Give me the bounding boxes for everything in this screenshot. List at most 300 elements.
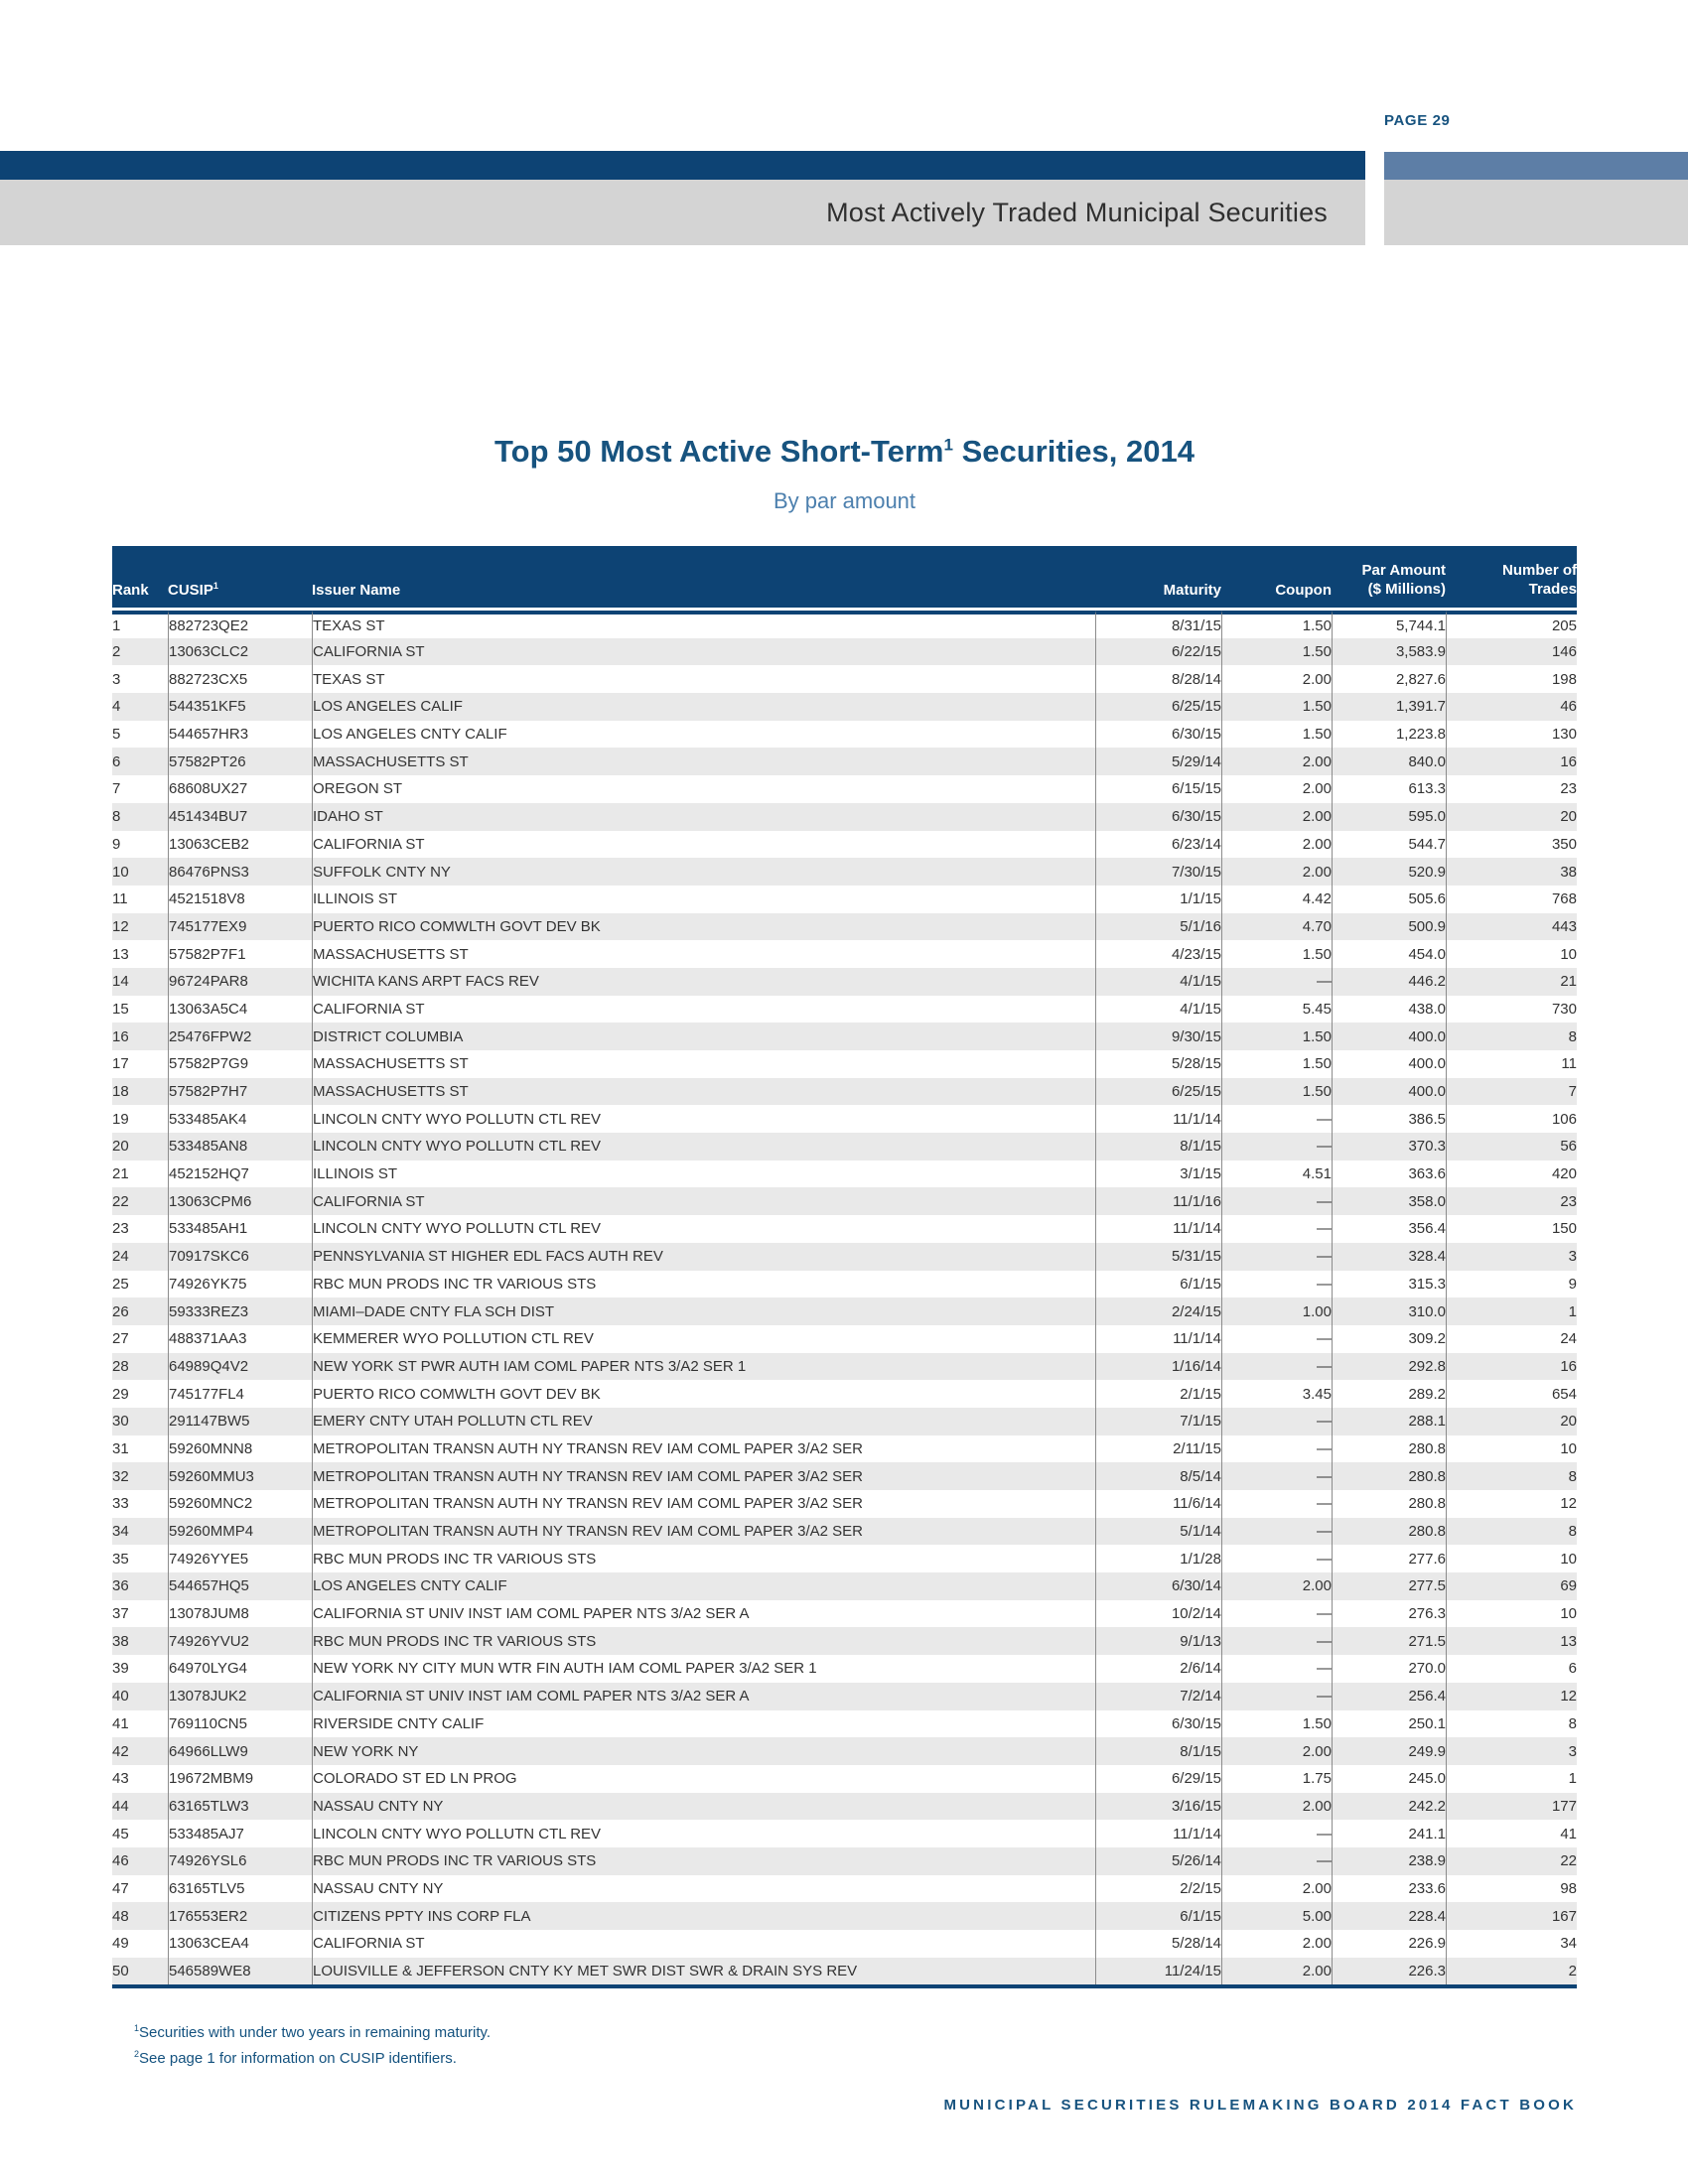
cell-cusip: 74926YVU2 [168, 1627, 312, 1655]
cell-cusip: 68608UX27 [168, 775, 312, 803]
cell-par-amount: 233.6 [1332, 1875, 1446, 1903]
cell-rank: 44 [112, 1797, 129, 1815]
cell-rank: 18 [112, 1083, 129, 1101]
cell-cusip: 13063CEB2 [168, 831, 312, 859]
cell-rank: 11 [112, 890, 128, 908]
cell-rank: 35 [112, 1550, 129, 1568]
cell-maturity: 2/6/14 [1095, 1655, 1221, 1683]
cell-number-of-trades: 768 [1446, 886, 1577, 913]
cell-par-amount: 228.4 [1332, 1902, 1446, 1930]
cell-maturity: 1/16/14 [1095, 1353, 1221, 1381]
cell-cusip: 546589WE8 [168, 1958, 312, 1985]
cell-issuer-name: PUERTO RICO COMWLTH GOVT DEV BK [312, 913, 1095, 941]
cell-par-amount: 270.0 [1332, 1655, 1446, 1683]
table-row [112, 1902, 1577, 1930]
cell-cusip: 64966LLW9 [168, 1737, 312, 1765]
cell-maturity: 5/1/16 [1095, 913, 1221, 941]
cell-issuer-name: ILLINOIS ST [312, 886, 1095, 913]
cell-par-amount: 292.8 [1332, 1353, 1446, 1381]
table-row [112, 1023, 1577, 1050]
cell-coupon: 2.00 [1221, 831, 1332, 859]
cell-par-amount: 840.0 [1332, 748, 1446, 775]
cell-number-of-trades: 146 [1446, 638, 1577, 666]
cell-par-amount: 1,223.8 [1332, 721, 1446, 749]
cell-coupon: — [1221, 1518, 1332, 1546]
cell-maturity: 11/1/14 [1095, 1105, 1221, 1133]
cell-maturity: 11/1/14 [1095, 1325, 1221, 1353]
cell-par-amount: 356.4 [1332, 1215, 1446, 1243]
cell-rank: 39 [112, 1660, 129, 1678]
cell-cusip: 59260MMU3 [168, 1462, 312, 1490]
cell-par-amount: 5,744.1 [1332, 611, 1446, 638]
cell-cusip: 882723CX5 [168, 665, 312, 693]
table-title [112, 434, 1577, 470]
table-row [112, 1710, 1577, 1738]
cell-rank: 14 [112, 973, 129, 991]
cell-coupon: 1.50 [1221, 638, 1332, 666]
cell-rank: 19 [112, 1110, 129, 1128]
cell-number-of-trades: 20 [1446, 1408, 1577, 1435]
cell-coupon: 1.50 [1221, 721, 1332, 749]
cell-issuer-name: RIVERSIDE CNTY CALIF [312, 1710, 1095, 1738]
cell-maturity: 6/1/15 [1095, 1271, 1221, 1298]
table-row [112, 858, 1577, 886]
cell-rank: 2 [112, 643, 121, 661]
cell-rank: 47 [112, 1879, 129, 1897]
cell-maturity: 6/25/15 [1095, 693, 1221, 721]
cell-rank: 49 [112, 1935, 129, 1953]
cell-number-of-trades: 21 [1446, 968, 1577, 996]
footnote-1-marker: 1 [134, 2023, 140, 2033]
table-row [112, 1793, 1577, 1821]
cell-par-amount: 226.3 [1332, 1958, 1446, 1985]
cell-maturity: 8/1/15 [1095, 1737, 1221, 1765]
cell-par-amount: 276.3 [1332, 1600, 1446, 1628]
cell-rank: 9 [112, 835, 121, 853]
cell-cusip: 59260MMP4 [168, 1518, 312, 1546]
cell-rank: 26 [112, 1302, 129, 1320]
cell-par-amount: 271.5 [1332, 1627, 1446, 1655]
cell-par-amount: 242.2 [1332, 1793, 1446, 1821]
cell-coupon: 2.00 [1221, 858, 1332, 886]
cell-coupon: 4.51 [1221, 1160, 1332, 1188]
cell-coupon: — [1221, 1490, 1332, 1518]
cell-number-of-trades: 16 [1446, 1353, 1577, 1381]
table-row [112, 775, 1577, 803]
cell-cusip: 451434BU7 [168, 803, 312, 831]
cell-cusip: 533485AJ7 [168, 1820, 312, 1847]
cell-coupon: — [1221, 1655, 1332, 1683]
table-title-suffix: Securities, 2014 [952, 434, 1195, 469]
cell-cusip: 63165TLW3 [168, 1793, 312, 1821]
cell-issuer-name: CALIFORNIA ST UNIV INST IAM COML PAPER NTS 3/A2 SER A [312, 1683, 1095, 1710]
table-row [112, 886, 1577, 913]
cell-number-of-trades: 56 [1446, 1133, 1577, 1160]
cell-rank: 16 [112, 1027, 129, 1045]
cell-cusip: 745177FL4 [168, 1380, 312, 1408]
cell-number-of-trades: 167 [1446, 1902, 1577, 1930]
cell-par-amount: 505.6 [1332, 886, 1446, 913]
cell-issuer-name: METROPOLITAN TRANSN AUTH NY TRANSN REV IAM COML PAPER 3/A2 SER [312, 1462, 1095, 1490]
cell-rank: 37 [112, 1605, 129, 1623]
cell-par-amount: 315.3 [1332, 1271, 1446, 1298]
cell-issuer-name: RBC MUN PRODS INC TR VARIOUS STS [312, 1271, 1095, 1298]
cell-par-amount: 400.0 [1332, 1050, 1446, 1078]
cell-maturity: 11/24/15 [1095, 1958, 1221, 1985]
cell-issuer-name: DISTRICT COLUMBIA [312, 1023, 1095, 1050]
table-row [112, 913, 1577, 941]
cell-maturity: 3/16/15 [1095, 1793, 1221, 1821]
page-number: PAGE 29 [1384, 112, 1451, 129]
cell-coupon: — [1221, 1545, 1332, 1572]
cell-issuer-name: SUFFOLK CNTY NY [312, 858, 1095, 886]
cell-maturity: 6/25/15 [1095, 1078, 1221, 1106]
cell-cusip: 544657HR3 [168, 721, 312, 749]
cell-cusip: 57582P7F1 [168, 940, 312, 968]
cell-number-of-trades: 41 [1446, 1820, 1577, 1847]
cell-issuer-name: KEMMERER WYO POLLUTION CTL REV [312, 1325, 1095, 1353]
cell-number-of-trades: 130 [1446, 721, 1577, 749]
cell-cusip: 4521518V8 [168, 886, 312, 913]
cell-rank: 31 [112, 1439, 129, 1457]
footnote-2-marker: 2 [134, 2048, 140, 2059]
cell-maturity: 4/23/15 [1095, 940, 1221, 968]
cell-maturity: 10/2/14 [1095, 1600, 1221, 1628]
cell-maturity: 11/1/14 [1095, 1820, 1221, 1847]
cell-number-of-trades: 11 [1446, 1050, 1577, 1078]
cell-coupon: 1.50 [1221, 1050, 1332, 1078]
cell-maturity: 11/1/14 [1095, 1215, 1221, 1243]
cell-coupon: 4.70 [1221, 913, 1332, 941]
table-row [112, 968, 1577, 996]
cell-cusip: 25476FPW2 [168, 1023, 312, 1050]
cell-issuer-name: LOS ANGELES CALIF [312, 693, 1095, 721]
cell-number-of-trades: 98 [1446, 1875, 1577, 1903]
table-row [112, 1765, 1577, 1793]
cell-rank: 25 [112, 1275, 129, 1293]
cell-cusip: 64989Q4V2 [168, 1353, 312, 1381]
cell-rank: 40 [112, 1688, 129, 1706]
cell-cusip: 74926YSL6 [168, 1847, 312, 1875]
cell-coupon: — [1221, 1271, 1332, 1298]
cell-maturity: 4/1/15 [1095, 968, 1221, 996]
securities-table [112, 546, 1577, 1988]
table-row [112, 1627, 1577, 1655]
cell-cusip: 452152HQ7 [168, 1160, 312, 1188]
cell-coupon: 1.50 [1221, 693, 1332, 721]
cell-number-of-trades: 12 [1446, 1683, 1577, 1710]
cell-maturity: 1/1/28 [1095, 1545, 1221, 1572]
cell-coupon: — [1221, 1462, 1332, 1490]
section-title: Most Actively Traded Municipal Securities [826, 197, 1328, 227]
cell-cusip: 544351KF5 [168, 693, 312, 721]
cell-number-of-trades: 3 [1446, 1737, 1577, 1765]
cell-par-amount: 386.5 [1332, 1105, 1446, 1133]
cell-rank: 4 [112, 698, 121, 716]
table-header [112, 546, 1577, 611]
table-row [112, 1408, 1577, 1435]
cell-maturity: 2/11/15 [1095, 1435, 1221, 1463]
cell-number-of-trades: 730 [1446, 996, 1577, 1024]
section-band-right [1384, 180, 1688, 245]
cell-number-of-trades: 106 [1446, 1105, 1577, 1133]
cell-rank: 46 [112, 1852, 129, 1870]
cell-cusip: 533485AK4 [168, 1105, 312, 1133]
cell-number-of-trades: 2 [1446, 1958, 1577, 1985]
cell-coupon: 2.00 [1221, 1793, 1332, 1821]
cell-number-of-trades: 198 [1446, 665, 1577, 693]
cell-rank: 23 [112, 1220, 129, 1238]
cell-maturity: 5/1/14 [1095, 1518, 1221, 1546]
cell-number-of-trades: 420 [1446, 1160, 1577, 1188]
cell-issuer-name: LOS ANGELES CNTY CALIF [312, 1572, 1095, 1600]
cell-number-of-trades: 34 [1446, 1930, 1577, 1958]
footnote-1 [134, 2018, 491, 2044]
cell-number-of-trades: 3 [1446, 1243, 1577, 1271]
table-row [112, 1325, 1577, 1353]
cell-rank: 50 [112, 1963, 129, 1980]
table-row [112, 1847, 1577, 1875]
cell-maturity: 6/30/15 [1095, 721, 1221, 749]
cell-coupon: — [1221, 1187, 1332, 1215]
table-body [112, 611, 1577, 1984]
cell-par-amount: 310.0 [1332, 1297, 1446, 1325]
cell-cusip: 13063CLC2 [168, 638, 312, 666]
cell-maturity: 6/30/15 [1095, 1710, 1221, 1738]
cell-maturity: 5/28/14 [1095, 1930, 1221, 1958]
cell-maturity: 2/24/15 [1095, 1297, 1221, 1325]
cell-number-of-trades: 654 [1446, 1380, 1577, 1408]
cell-maturity: 7/2/14 [1095, 1683, 1221, 1710]
cell-rank: 29 [112, 1385, 129, 1403]
cell-cusip: 13063CPM6 [168, 1187, 312, 1215]
cell-maturity: 8/28/14 [1095, 665, 1221, 693]
cell-rank: 1 [112, 611, 168, 638]
cell-par-amount: 358.0 [1332, 1187, 1446, 1215]
footnote-2 [134, 2044, 491, 2070]
cell-rank: 24 [112, 1248, 129, 1266]
cell-maturity: 8/1/15 [1095, 1133, 1221, 1160]
cell-issuer-name: CALIFORNIA ST [312, 1930, 1095, 1958]
cell-coupon: 2.00 [1221, 1572, 1332, 1600]
cell-number-of-trades: 22 [1446, 1847, 1577, 1875]
cell-issuer-name: MASSACHUSETTS ST [312, 748, 1095, 775]
table-row [112, 1271, 1577, 1298]
table-row [112, 1243, 1577, 1271]
cell-coupon: — [1221, 1408, 1332, 1435]
cell-cusip: 745177EX9 [168, 913, 312, 941]
cell-number-of-trades: 177 [1446, 1793, 1577, 1821]
cell-coupon: 1.50 [1221, 940, 1332, 968]
cell-rank: 32 [112, 1467, 129, 1485]
cell-number-of-trades: 205 [1446, 611, 1577, 638]
cell-issuer-name: CALIFORNIA ST [312, 1187, 1095, 1215]
cell-number-of-trades: 16 [1446, 748, 1577, 775]
cell-coupon: 2.00 [1221, 1875, 1332, 1903]
cell-maturity: 6/1/15 [1095, 1902, 1221, 1930]
cell-rank: 42 [112, 1742, 129, 1760]
cell-par-amount: 544.7 [1332, 831, 1446, 859]
cell-cusip: 533485AH1 [168, 1215, 312, 1243]
cell-cusip: 59260MNN8 [168, 1435, 312, 1463]
cell-rank: 38 [112, 1632, 129, 1650]
table-row [112, 1600, 1577, 1628]
par-amount-line1: Par Amount [1361, 562, 1446, 579]
cell-coupon: 1.50 [1221, 611, 1332, 638]
cell-issuer-name: RBC MUN PRODS INC TR VARIOUS STS [312, 1847, 1095, 1875]
footnotes [134, 2018, 491, 2069]
table-title-text: Top 50 Most Active Short-Term [494, 434, 944, 469]
cell-maturity: 4/1/15 [1095, 996, 1221, 1024]
cell-number-of-trades: 12 [1446, 1490, 1577, 1518]
cell-number-of-trades: 10 [1446, 1600, 1577, 1628]
cell-rank: 43 [112, 1770, 129, 1788]
cell-coupon: — [1221, 1353, 1332, 1381]
cell-par-amount: 238.9 [1332, 1847, 1446, 1875]
cell-maturity: 6/15/15 [1095, 775, 1221, 803]
cell-coupon: 2.00 [1221, 1930, 1332, 1958]
cell-rank: 13 [112, 945, 129, 963]
cell-issuer-name: TEXAS ST [312, 665, 1095, 693]
cell-cusip: 19672MBM9 [168, 1765, 312, 1793]
column-header-coupon: Coupon [1221, 546, 1332, 611]
cell-maturity: 8/31/15 [1095, 611, 1221, 638]
cell-number-of-trades: 1 [1446, 1765, 1577, 1793]
table-row [112, 1655, 1577, 1683]
cell-issuer-name: MASSACHUSETTS ST [312, 1050, 1095, 1078]
cell-cusip: 96724PAR8 [168, 968, 312, 996]
cell-issuer-name: PENNSYLVANIA ST HIGHER EDL FACS AUTH REV [312, 1243, 1095, 1271]
cell-maturity: 6/30/14 [1095, 1572, 1221, 1600]
cell-par-amount: 328.4 [1332, 1243, 1446, 1271]
cell-number-of-trades: 10 [1446, 1545, 1577, 1572]
cell-cusip: 176553ER2 [168, 1902, 312, 1930]
cell-par-amount: 370.3 [1332, 1133, 1446, 1160]
cell-issuer-name: PUERTO RICO COMWLTH GOVT DEV BK [312, 1380, 1095, 1408]
cell-maturity: 5/29/14 [1095, 748, 1221, 775]
table-row [112, 1133, 1577, 1160]
column-header-rank: Rank [112, 546, 168, 611]
cell-number-of-trades: 8 [1446, 1518, 1577, 1546]
column-header-issuer-name: Issuer Name [312, 546, 1095, 611]
cell-rank: 34 [112, 1523, 129, 1541]
cell-coupon: — [1221, 1105, 1332, 1133]
cell-par-amount: 454.0 [1332, 940, 1446, 968]
cell-number-of-trades: 350 [1446, 831, 1577, 859]
cusip-header-text: CUSIP [168, 582, 213, 599]
cell-rank: 33 [112, 1495, 129, 1513]
cell-par-amount: 438.0 [1332, 996, 1446, 1024]
column-header-cusip [168, 546, 312, 611]
cell-par-amount: 520.9 [1332, 858, 1446, 886]
cell-rank: 45 [112, 1825, 129, 1843]
cell-number-of-trades: 8 [1446, 1710, 1577, 1738]
cell-maturity: 1/1/15 [1095, 886, 1221, 913]
cell-issuer-name: RBC MUN PRODS INC TR VARIOUS STS [312, 1627, 1095, 1655]
cell-number-of-trades: 8 [1446, 1462, 1577, 1490]
cell-maturity: 9/30/15 [1095, 1023, 1221, 1050]
cell-cusip: 533485AN8 [168, 1133, 312, 1160]
table-row [112, 940, 1577, 968]
cell-issuer-name: LINCOLN CNTY WYO POLLUTN CTL REV [312, 1105, 1095, 1133]
cell-issuer-name: COLORADO ST ED LN PROG [312, 1765, 1095, 1793]
cell-issuer-name: LOS ANGELES CNTY CALIF [312, 721, 1095, 749]
table-row [112, 803, 1577, 831]
cell-rank: 15 [112, 1000, 129, 1018]
cell-maturity: 6/30/15 [1095, 803, 1221, 831]
cell-par-amount: 280.8 [1332, 1435, 1446, 1463]
cell-rank: 22 [112, 1192, 129, 1210]
table-row [112, 1105, 1577, 1133]
header-bar-dark [0, 151, 1365, 180]
cell-maturity: 7/30/15 [1095, 858, 1221, 886]
cell-cusip: 70917SKC6 [168, 1243, 312, 1271]
cusip-footnote-marker: 1 [212, 581, 218, 591]
cell-par-amount: 288.1 [1332, 1408, 1446, 1435]
table-row [112, 1958, 1577, 1985]
cell-coupon: 1.75 [1221, 1765, 1332, 1793]
cell-issuer-name: NASSAU CNTY NY [312, 1875, 1095, 1903]
cell-par-amount: 3,583.9 [1332, 638, 1446, 666]
cell-par-amount: 363.6 [1332, 1160, 1446, 1188]
table-row [112, 1380, 1577, 1408]
table-header-row [112, 546, 1577, 611]
cell-maturity: 6/22/15 [1095, 638, 1221, 666]
cell-maturity: 2/2/15 [1095, 1875, 1221, 1903]
cell-coupon: — [1221, 968, 1332, 996]
cell-coupon: 1.50 [1221, 1078, 1332, 1106]
cell-issuer-name: TEXAS ST [312, 611, 1095, 638]
header-bar-slate [1384, 152, 1688, 181]
cell-coupon: 1.50 [1221, 1023, 1332, 1050]
cell-issuer-name: NASSAU CNTY NY [312, 1793, 1095, 1821]
section-band [0, 180, 1365, 245]
cell-maturity: 9/1/13 [1095, 1627, 1221, 1655]
cell-par-amount: 500.9 [1332, 913, 1446, 941]
cell-cusip: 57582P7H7 [168, 1078, 312, 1106]
cell-maturity: 11/6/14 [1095, 1490, 1221, 1518]
cell-par-amount: 446.2 [1332, 968, 1446, 996]
cell-coupon: 2.00 [1221, 665, 1332, 693]
table-row [112, 1050, 1577, 1078]
cell-coupon: 1.00 [1221, 1297, 1332, 1325]
cell-cusip: 769110CN5 [168, 1710, 312, 1738]
cell-rank: 12 [112, 917, 129, 935]
cell-issuer-name: RBC MUN PRODS INC TR VARIOUS STS [312, 1545, 1095, 1572]
cell-issuer-name: WICHITA KANS ARPT FACS REV [312, 968, 1095, 996]
cell-rank: 3 [112, 670, 121, 688]
cell-par-amount: 280.8 [1332, 1518, 1446, 1546]
cell-cusip: 488371AA3 [168, 1325, 312, 1353]
cell-cusip: 57582PT26 [168, 748, 312, 775]
cell-cusip: 13078JUM8 [168, 1600, 312, 1628]
cell-rank: 20 [112, 1138, 129, 1156]
cell-issuer-name: MASSACHUSETTS ST [312, 940, 1095, 968]
cell-par-amount: 256.4 [1332, 1683, 1446, 1710]
cell-maturity: 6/23/14 [1095, 831, 1221, 859]
cell-rank: 21 [112, 1165, 129, 1183]
table-row [112, 1490, 1577, 1518]
cell-number-of-trades: 150 [1446, 1215, 1577, 1243]
table-row [112, 693, 1577, 721]
cell-maturity: 8/5/14 [1095, 1462, 1221, 1490]
table-row [112, 748, 1577, 775]
footnote-1-text: Securities with under two years in remaining maturity. [139, 2024, 492, 2041]
column-header-maturity: Maturity [1095, 546, 1221, 611]
table-row [112, 1215, 1577, 1243]
table-row [112, 1930, 1577, 1958]
cell-coupon: 5.00 [1221, 1902, 1332, 1930]
